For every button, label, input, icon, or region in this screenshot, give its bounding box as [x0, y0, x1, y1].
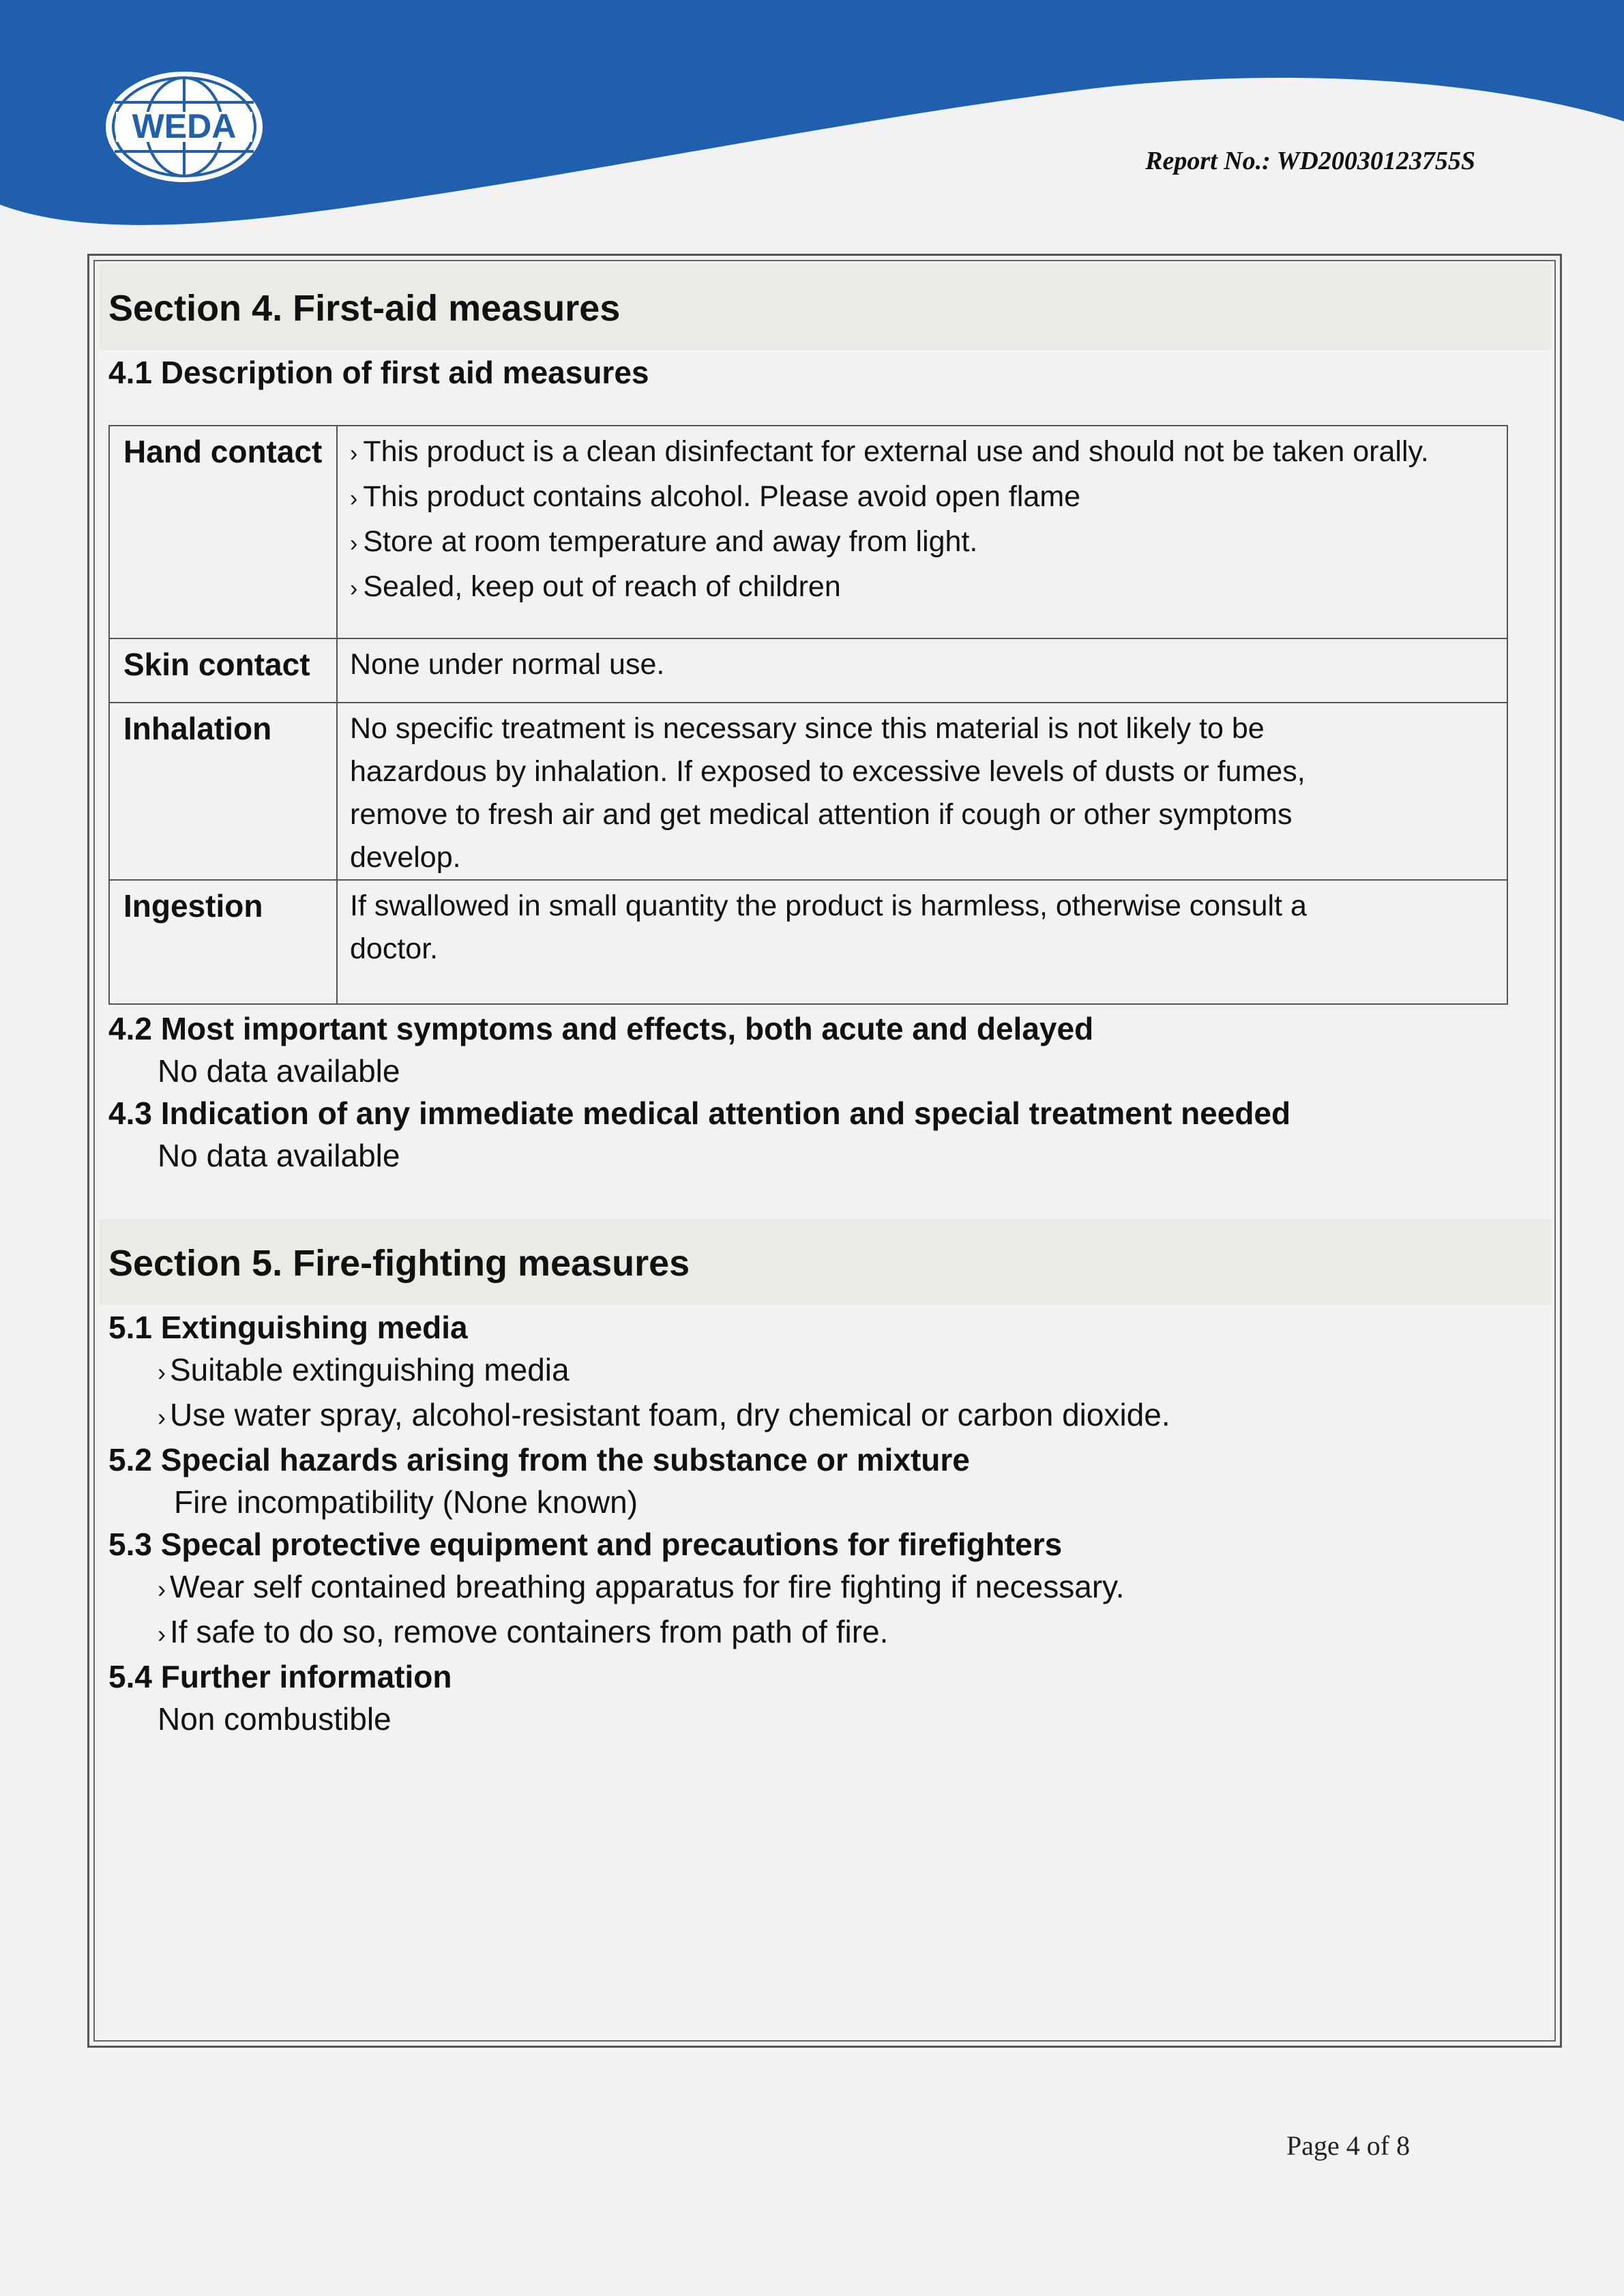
sub52-text: Fire incompatibility (None known) — [174, 1484, 638, 1520]
sub43-heading: 4.3 Indication of any immediate medical attention and special treatment needed — [108, 1095, 1291, 1131]
list-item: › Use water spray, alcohol-resistant foam, dry chemical or carbon dioxide. — [158, 1397, 1170, 1432]
list-item: › Wear self contained breathing apparatus for fire fighting if necessary. — [158, 1569, 1125, 1604]
table-row — [109, 880, 1507, 1004]
row-label: Hand contact — [109, 426, 337, 638]
list-item: › Suitable extinguishing media — [158, 1352, 570, 1387]
table-row — [109, 638, 1507, 703]
section4-header — [99, 264, 1552, 350]
row-label: Skin contact — [109, 638, 337, 703]
list-item: › If safe to do so, remove containers from path of fire. — [158, 1614, 889, 1649]
sub42-heading: 4.2 Most important symptoms and effects, both acute and delayed — [108, 1011, 1094, 1046]
content-frame — [87, 254, 1562, 2048]
section5-title: Section 5. Fire-fighting measures — [108, 1243, 690, 1284]
sub52-heading: 5.2 Special hazards arising from the substance or mixture — [108, 1442, 970, 1477]
sub51-heading: 5.1 Extinguishing media — [108, 1310, 468, 1345]
sub53-heading: 5.3 Specal protective equipment and precautions for firefighters — [108, 1527, 1063, 1562]
report-number: Report No.: WD20030123755S — [1145, 147, 1475, 175]
row-value: None under normal use. — [337, 638, 1507, 703]
first-aid-table — [108, 425, 1508, 1005]
sub54-heading: 5.4 Further information — [108, 1659, 452, 1694]
table-row — [109, 426, 1507, 638]
row-label: Ingestion — [109, 880, 337, 1004]
section5-header — [99, 1219, 1552, 1305]
page-number: Page 4 of 8 — [1286, 2130, 1411, 2161]
list-item: › Sealed, keep out of reach of children — [350, 570, 841, 603]
weda-logo — [101, 67, 267, 187]
table-row — [109, 703, 1507, 880]
list-item: › Store at room temperature and away from light. — [350, 525, 978, 558]
sub41-heading: 4.1 Description of first aid measures — [108, 355, 649, 390]
row-value: If swallowed in small quantity the product is harmless, otherwise consult a doctor. — [337, 880, 1507, 1004]
row-value — [337, 426, 1507, 638]
row-label: Inhalation — [109, 703, 337, 880]
sub42-text: No data available — [158, 1053, 400, 1089]
sub43-text: No data available — [158, 1138, 400, 1173]
svg-text:WEDA: WEDA — [132, 107, 237, 145]
section4-title: Section 4. First-aid measures — [108, 288, 621, 329]
row-value: No specific treatment is necessary since this material is not likely to be hazardous by inhalation. If exposed to excessive levels of dusts or fumes, remove to fresh air and get medical attention if cough or other symptoms develop. — [337, 703, 1507, 880]
sub54-text: Non combustible — [158, 1701, 392, 1737]
list-item: › This product is a clean disinfectant for external use and should not be taken orally. — [350, 435, 1429, 468]
list-item: › This product contains alcohol. Please avoid open flame — [350, 480, 1081, 513]
